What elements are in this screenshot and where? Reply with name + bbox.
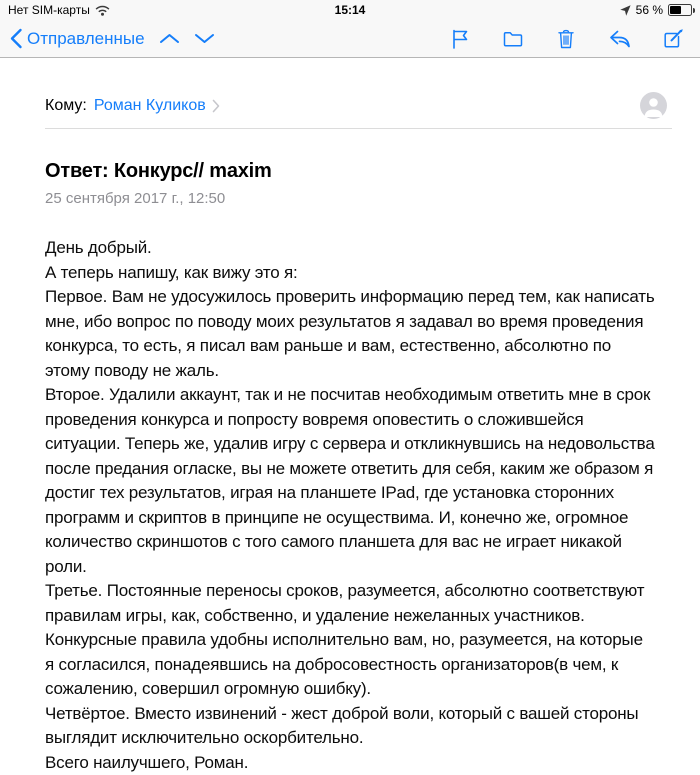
chevron-up-icon [159,33,180,44]
body-paragraph: День добрый. [45,236,655,261]
header-divider [45,128,672,129]
reply-icon [608,29,631,49]
location-arrow-icon [620,5,631,16]
nav-left-group [10,28,215,49]
body-paragraph: А теперь напишу, как вижу это я: [45,261,655,286]
body-paragraph: Третье. Постоянные переносы сроков, разумеется, абсолютно соответствуют правилам игры, как, собственно, и удаление нежеланных участников. Конкурсные правила удобны исполнительно вам, но, разумеется, на которые я согласился, понадеявшись на добросовестность организаторов(в чем, к сожалению, совершил огромную ошибку). [45,579,655,702]
move-to-folder-button[interactable] [502,28,524,50]
recipient-row [45,92,655,120]
status-bar-right [620,3,692,17]
battery-icon [668,4,692,16]
message-view [0,92,700,775]
flag-icon [449,28,471,50]
body-paragraph: Первое. Вам не удосужилось проверить информацию перед тем, как написать мне, ибо вопрос по поводу моих результатов я задавал во время проведения конкурса, то есть, я писал вам раньше и вам, естественно, абсолютно по этому поводу не жаль. [45,285,655,383]
to-label: Кому: [45,97,87,115]
message-body [45,236,655,775]
body-paragraph: Всего наилучшего, Роман. [45,751,655,775]
wifi-icon [95,5,110,16]
previous-message-button[interactable] [159,33,180,44]
status-bar-left [8,3,110,17]
carrier-label: Нет SIM-карты [8,3,90,17]
back-button[interactable] [10,28,145,49]
body-paragraph: Второе. Удалили аккаунт, так и не посчитав необходимым ответить мне в срок проведения конкурса и попросту вовремя оповестить о сложившейся ситуации. Теперь же, удалив игру с сервера и откликнувшись на недовольства после предания огласке, вы не можете ответить для себя, каким же образом я достиг тех результатов, играя на планшете IPad, где установка сторонних программ и скриптов в принципе не осуществима. И, конечно же, огромное количество скриншотов с того самого планшета для вас не играет никакой роли. [45,383,655,579]
next-message-button[interactable] [194,33,215,44]
message-date: 25 сентября 2017 г., 12:50 [45,190,655,207]
avatar[interactable] [640,92,667,119]
navigation-bar [0,20,700,58]
reply-button[interactable] [608,29,631,49]
compose-icon [662,28,684,50]
chevron-right-icon [212,99,220,113]
battery-percent-label: 56 % [636,3,663,17]
recipient-link[interactable]: Роман Куликов [94,97,206,115]
status-bar [0,0,700,20]
person-icon [640,92,667,119]
nav-right-group [449,28,684,50]
status-bar-clock: 15:14 [0,3,700,17]
body-paragraph: Четвёртое. Вместо извинений - жест доброй воли, который с вашей стороны выглядит исключительно оскорбительно. [45,702,655,751]
chevron-down-icon [194,33,215,44]
battery-nub [693,8,696,13]
subject-title: Ответ: Конкурс// maxim [45,160,655,183]
compose-button[interactable] [662,28,684,50]
delete-button[interactable] [555,28,577,50]
flag-button[interactable] [449,28,471,50]
trash-icon [555,28,577,50]
folder-icon [502,28,524,50]
battery-fill [670,6,681,14]
back-button-label: Отправленные [27,29,145,49]
chevron-left-icon [10,28,22,49]
